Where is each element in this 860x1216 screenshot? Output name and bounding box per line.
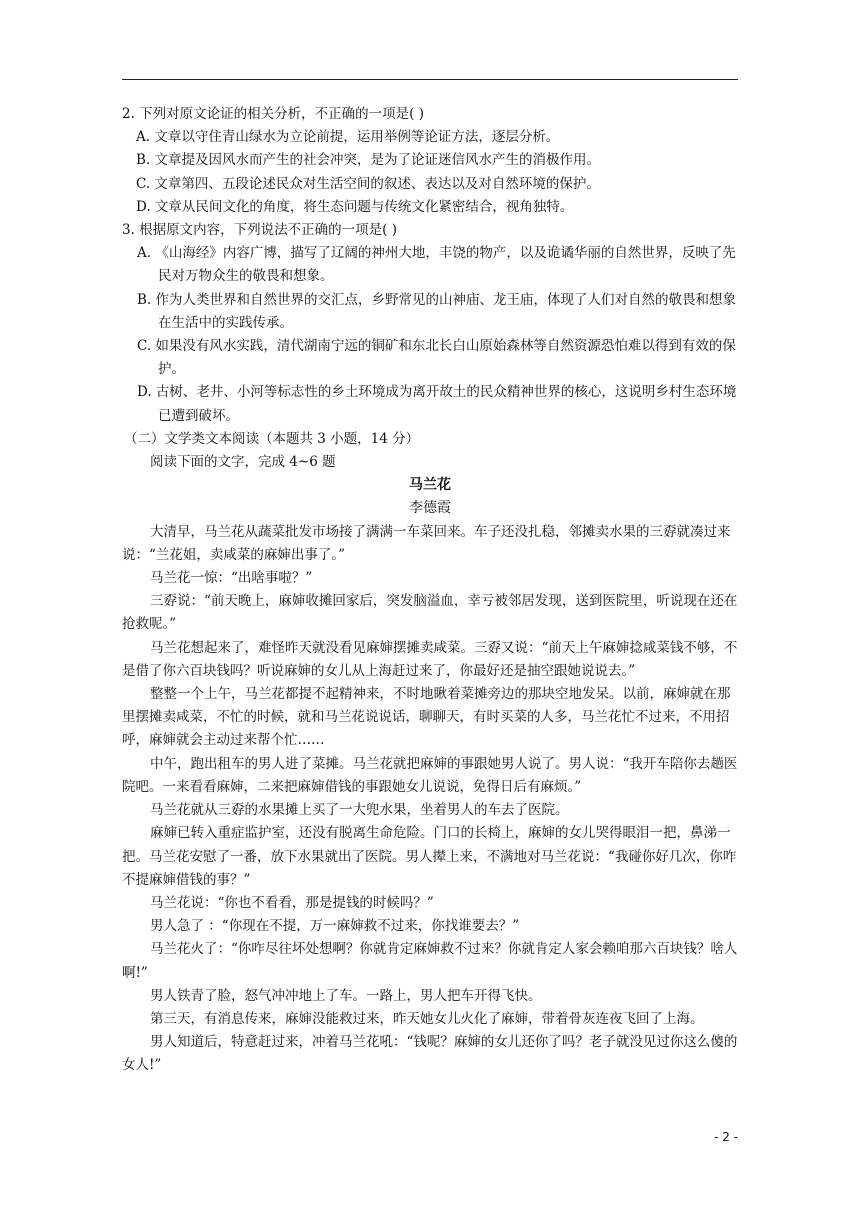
document-body [122, 103, 738, 1078]
question-2-stem: 2. 下列对原文论证的相关分析，不正确的一项是( ) [122, 106, 424, 122]
question-3-stem: 3. 根据原文内容，下列说法不正确的一项是( ) [122, 222, 397, 239]
question-2-option-b: B. 文章提及因风水而产生的社会冲突，是为了论证迷信风水产生的消极作用。 [136, 152, 601, 169]
story-paragraph: 马兰花一惊：“出啥事啦？” [150, 570, 313, 587]
question-3-option-a: A. 《山海经》内容广博，描写了辽阔的神州大地，丰饶的物产，以及诡谲华丽的自然世界，反映了先民对万物众生的敬畏和想象。 [137, 245, 736, 285]
question-3-option-c: C. 如果没有风水实践，清代湖南宁远的铜矿和东北长白山原始森林等自然资源恐怕难以得到有效的保护。 [137, 338, 736, 378]
page-number: - 2 - [714, 1130, 738, 1144]
story-paragraph: 男人铁青了脸，怒气冲冲地上了车。一路上，男人把车开得飞快。 [150, 987, 542, 1004]
story-paragraph: 马兰花火了：“你咋尽往坏处想啊？你就肯定麻婶救不过来？你就肯定人家会赖咱那六百块钱？啥人啊!” [122, 941, 738, 981]
story-paragraph: 马兰花就从三孬的水果摊上买了一大兜水果，坐着男人的车去了医院。 [150, 802, 569, 819]
story-paragraph: 男人急了 ：“你现在不提，万一麻婶救不过来，你找谁要去？” [150, 918, 520, 935]
section-header: （二）文学类文本阅读（本题共 3 小题，14 分） [124, 430, 420, 447]
story-paragraph: 麻婶已转入重症监护室，还没有脱离生命危险。门口的长椅上，麻婶的女儿哭得眼泪一把，鼻涕一把。马兰花安慰了一番，放下水果就出了医院。男人撵上来，不满地对马兰花说：“我碰你好几次，你咋不提麻婶借钱的事？” [122, 825, 737, 888]
story-paragraph: 三孬说：“前天晚上，麻婶收摊回家后，突发脑溢血，幸亏被邻居发现，送到医院里，听说现在还在抢救呢。” [122, 593, 738, 633]
story-paragraph: 整整一个上午，马兰花都提不起精神来，不时地瞅着菜摊旁边的那块空地发呆。以前，麻婶就在那里摆摊卖咸菜，不忙的时候，就和马兰花说说话，聊聊天，有时买菜的人多，马兰花忙不过来，不用招呼，麻婶就会主动过来帮个忙…… [122, 686, 731, 749]
question-2-option-a: A. 文章以守住青山绿水为立论前提，运用举例等论证方法，逐层分析。 [136, 129, 560, 146]
story-paragraph: 第三天，有消息传来，麻婶没能救过来，昨天她女儿火化了麻婶，带着骨灰连夜飞回了上海。 [150, 1010, 704, 1027]
question-2-option-c: C. 文章第四、五段论述民众对生活空间的叙述、表达以及对自然环境的保护。 [136, 175, 600, 192]
header-rule [122, 79, 738, 80]
story-paragraph: 大清早，马兰花从蔬菜批发市场接了满满一车菜回来。车子还没扎稳，邻摊卖水果的三孬就凑过来说：“兰花姐，卖咸菜的麻婶出事了。” [122, 523, 731, 563]
story-paragraph: 男人知道后，特意赶过来，冲着马兰花吼：“钱呢？麻婶的女儿还你了吗？老子就没见过你这么傻的女人!” [122, 1034, 738, 1074]
story-paragraph: 中午，跑出租车的男人进了菜摊。马兰花就把麻婶的事跟她男人说了。男人说：“我开车陪你去趟医院吧。一来看看麻婶，二来把麻婶借钱的事跟她女儿说说，免得日后有麻烦。” [122, 755, 738, 795]
story-paragraph: 马兰花说：“你也不看看，那是提钱的时候吗？” [150, 894, 434, 911]
story-title: 马兰花 [409, 477, 451, 494]
question-3-option-d: D. 古树、老井、小河等标志性的乡土环境成为离开故土的民众精神世界的核心，这说明乡村生态环境已遭到破坏。 [137, 384, 737, 424]
reading-instruction: 阅读下面的文字，完成 4~6 题 [150, 454, 336, 471]
question-3-option-b: B. 作为人类世界和自然世界的交汇点，乡野常见的山神庙、龙王庙，体现了人们对自然的敬畏和想象在生活中的实践传承。 [137, 291, 737, 331]
story-author: 李德霞 [409, 500, 451, 517]
story-paragraph: 马兰花想起来了，难怪昨天就没看见麻婶摆摊卖咸菜。三孬又说：“前天上午麻婶捻咸菜钱不够，不是借了你六百块钱吗？听说麻婶的女儿从上海赶过来了，你最好还是抽空跟她说说去。” [122, 639, 738, 679]
question-2-option-d: D. 文章从民间文化的角度，将生态问题与传统文化紧密结合，视角独特。 [136, 198, 574, 215]
